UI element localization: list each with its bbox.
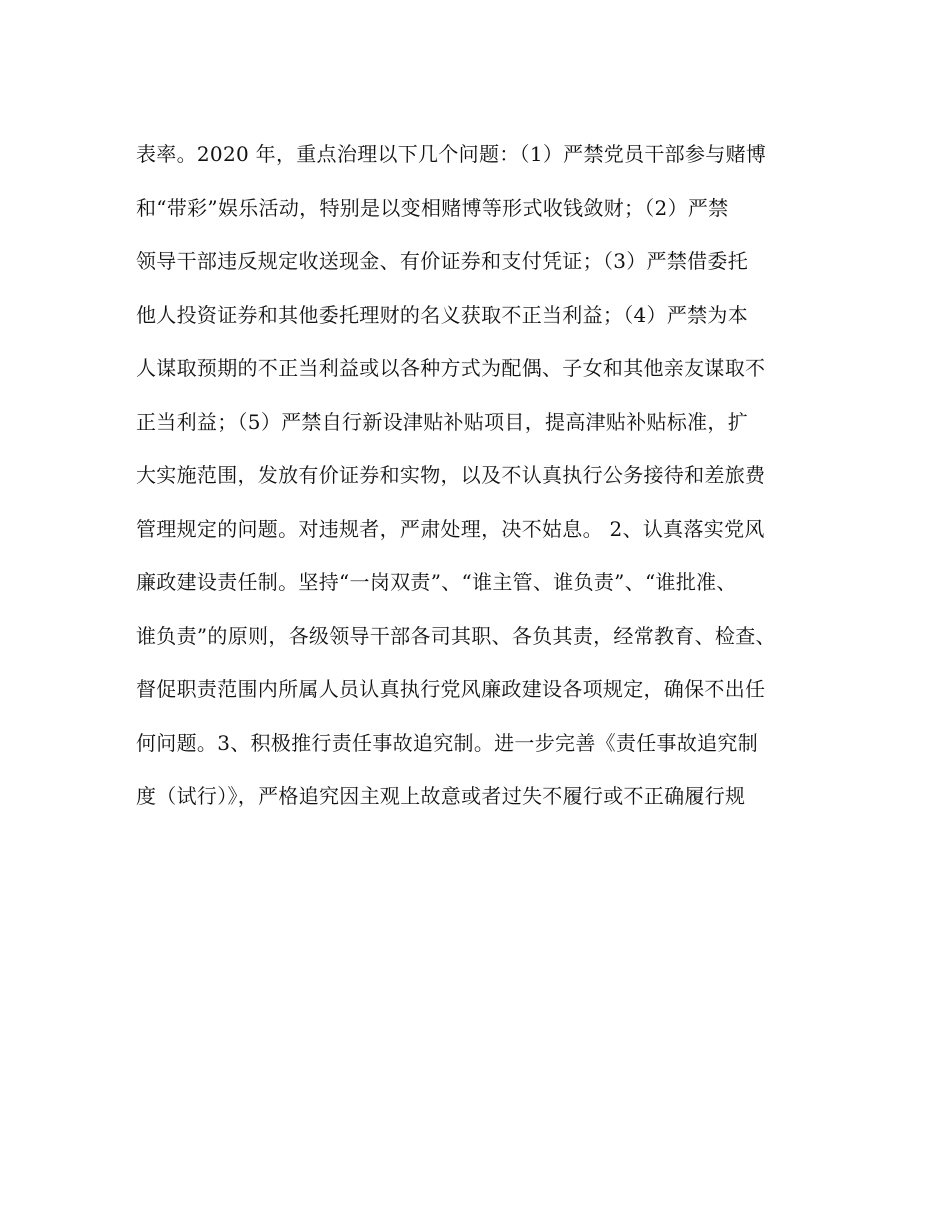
text-line: 督促职责范围内所属人员认真执行党风廉政建设各项规定，确保不出任 bbox=[136, 677, 766, 701]
text-line: 大实施范围，发放有价证券和实物，以及不认真执行公务接待和差旅费 bbox=[136, 463, 766, 487]
text-line: 谁负责”的原则，各级领导干部各司其职、各负其责，经常教育、检查、 bbox=[136, 623, 776, 648]
body-text bbox=[136, 139, 836, 835]
text-line: 和“带彩”娱乐活动，特别是以变相赌博等形式收钱敛财；（2）严禁 bbox=[136, 195, 729, 220]
text-line: 正当利益；（5）严禁自行新设津贴补贴项目，提高津贴补贴标准，扩 bbox=[136, 409, 749, 434]
text-line: 他人投资证券和其他委托理财的名义获取不正当利益；（4）严禁为本 bbox=[136, 302, 749, 327]
text-line: 管理规定的问题。对违规者，严肃处理，决不姑息。 2、认真落实党风 bbox=[136, 516, 765, 541]
text-line: 领导干部违反规定收送现金、有价证券和支付凭证；（3）严禁借委托 bbox=[136, 249, 749, 273]
text-line: 廉政建设责任制。坚持“一岗双责”、“谁主管、谁负责”、“谁批准、 bbox=[136, 570, 737, 594]
text-line: 表率。2020 年，重点治理以下几个问题：（1）严禁党员干部参与赌博 bbox=[136, 142, 767, 166]
text-line: 何问题。3、积极推行责任事故追究制。进一步完善《责任事故追究制 bbox=[136, 730, 759, 755]
text-line: 度（试行）》，严格追究因主观上故意或者过失不履行或不正确履行规 bbox=[136, 784, 746, 808]
text-line: 人谋取预期的不正当利益或以各种方式为配偶、子女和其他亲友谋取不 bbox=[136, 356, 766, 380]
